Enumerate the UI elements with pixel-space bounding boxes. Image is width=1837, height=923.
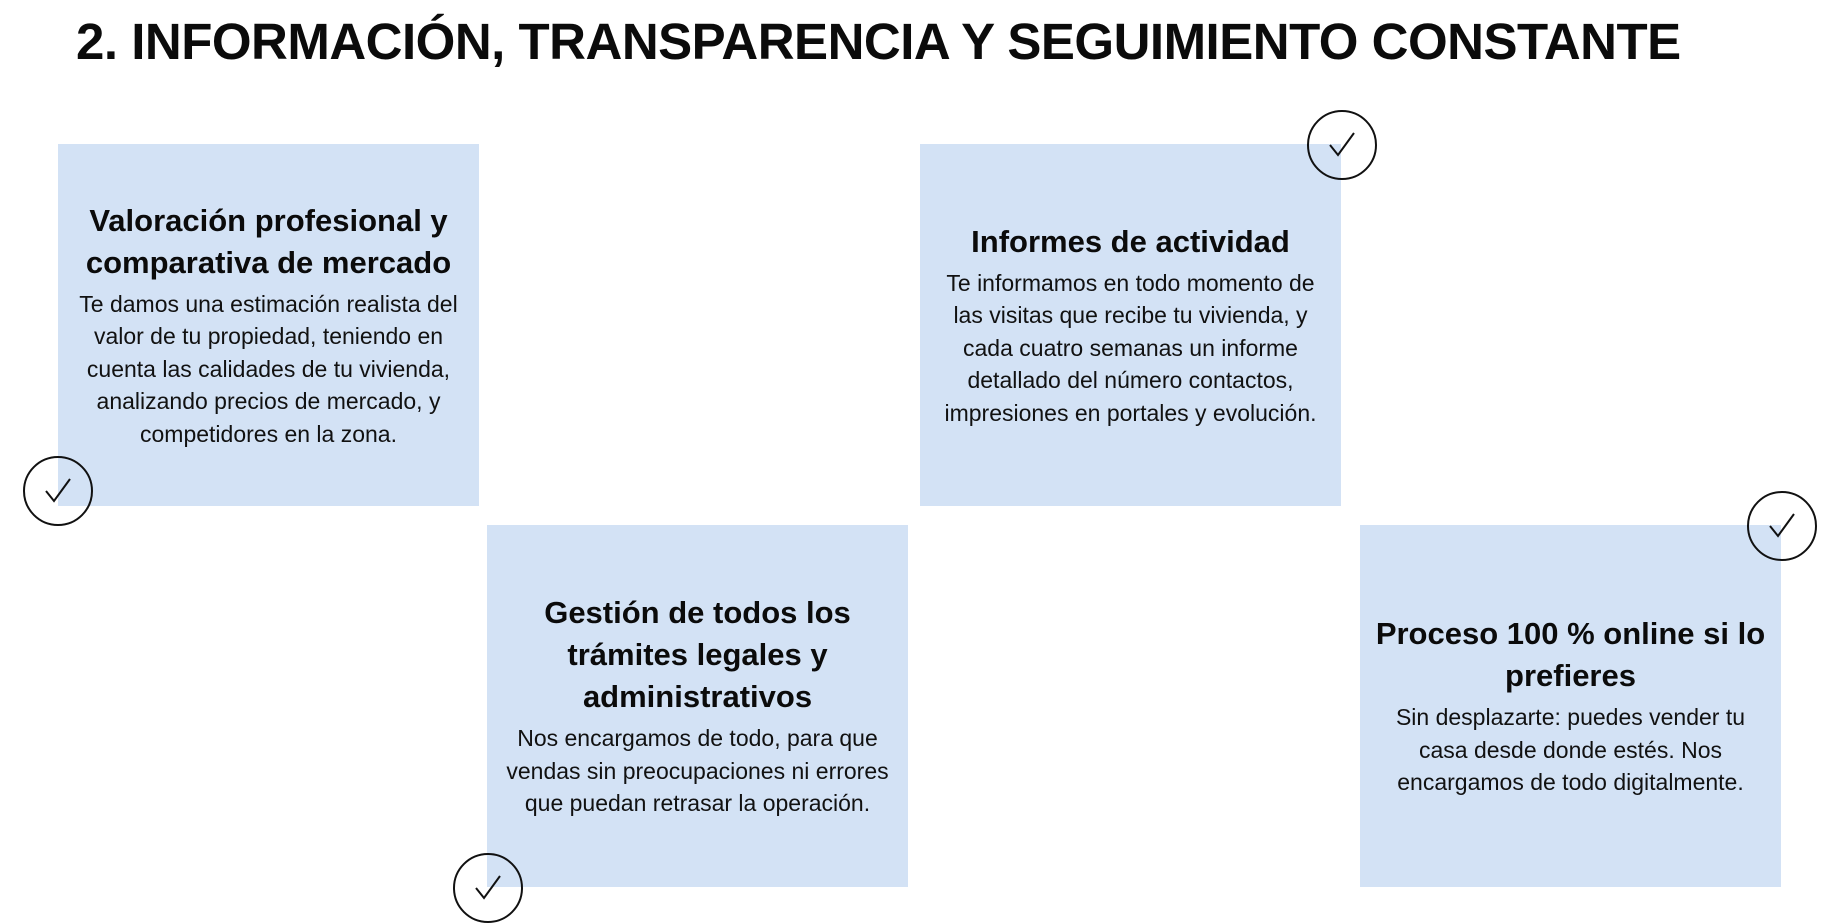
card-informes-actividad [920, 144, 1341, 506]
check-circle-icon [1307, 110, 1377, 180]
card-title: Gestión de todos los trámites legales y administrativos [544, 595, 851, 715]
card-title: Proceso 100 % online si lo prefieres [1375, 616, 1766, 694]
card-title: Informes de actividad [971, 223, 1290, 259]
check-circle-icon [23, 456, 93, 526]
card-gestion-tramites [487, 525, 908, 887]
card-valoracion [58, 144, 479, 506]
card-body: Sin desplazarte: puedes vender tu casa desde donde estés. Nos encargamos de todo digitalmente. [1395, 704, 1746, 796]
check-circle-icon [1747, 491, 1817, 561]
card-title: Valoración profesional y comparativa de mercado [85, 202, 452, 280]
card-body: Te informamos en todo momento de las visitas que recibe tu vivienda, y cada cuatro semanas un informe detallado del número contactos, impresiones en portales y evolución. [944, 269, 1317, 426]
card-body: Nos encargamos de todo, para que vendas sin preocupaciones ni errores que puedan retrasar la operación. [506, 725, 889, 817]
page-title: 2. INFORMACIÓN, TRANSPARENCIA Y SEGUIMIENTO CONSTANTE [76, 13, 1681, 70]
check-circle-icon [453, 853, 523, 923]
card-proceso-online [1360, 525, 1781, 887]
card-body: Te damos una estimación realista del valor de tu propiedad, teniendo en cuenta las calidades de tu vivienda, analizando precios de mercado, y competidores en la zona. [79, 290, 458, 447]
